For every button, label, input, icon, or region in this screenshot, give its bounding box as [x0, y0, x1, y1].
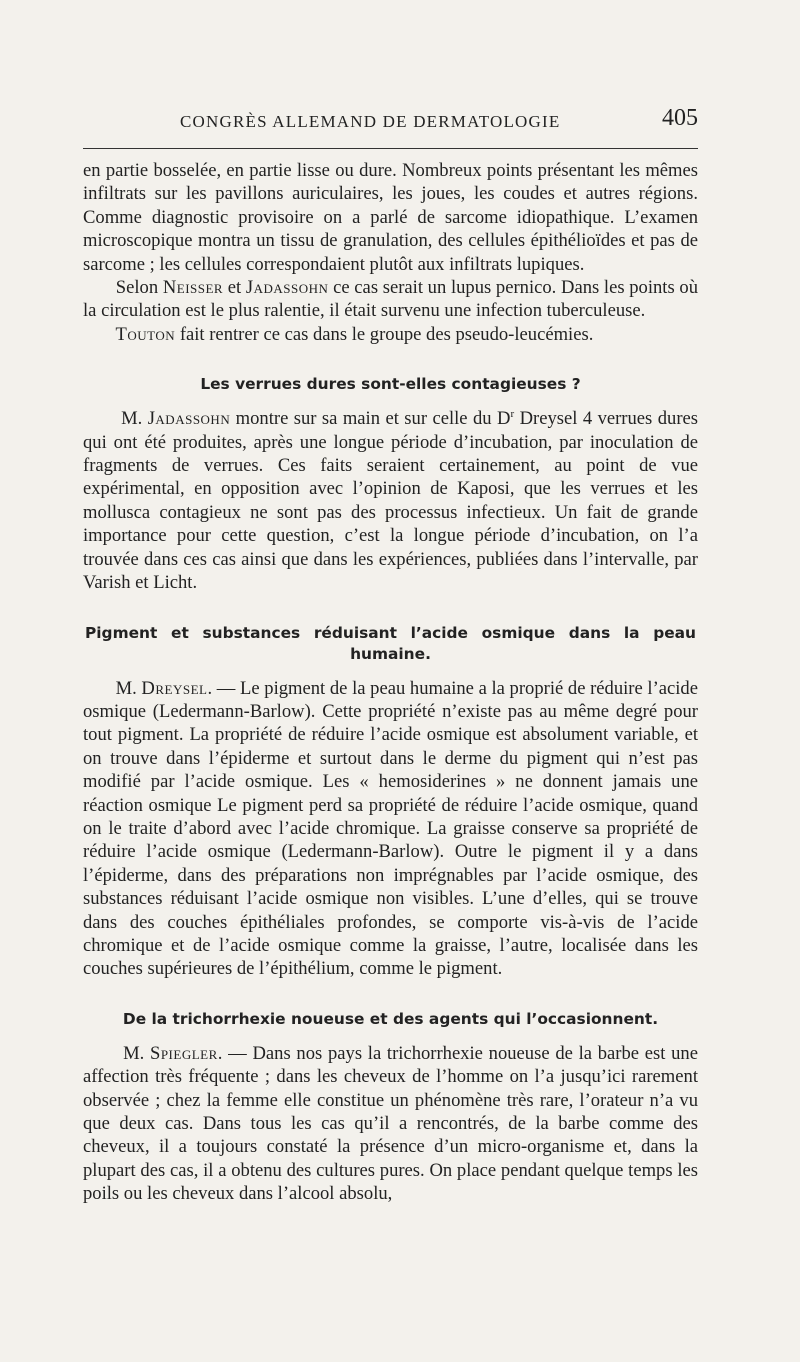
- paragraph-3: Touton fait rentrer ce cas dans le groupe des pseudo-leucémies.: [115, 323, 594, 345]
- section-title-verrues: Les verrues dures sont-elles contagieuses ?: [200, 375, 581, 394]
- paragraph-4: M. Jadassohn montre sur sa main et sur celle du $D^r$ Dreysel 4 verrues dures qui ont été produites, après une longue période d’incubation, par inoculation de fragments de verrues. Ces faits seraient certainement, au point de vue expérimental, en opposition avec l’opinion de Kaposi, que les verrues et les mollusca contagieux ne sont pas des processus infectieux. Un fait de grande importance pour cette question, c’est la longue période d’incubation, on l’a trouvée dans ces cas ainsi que dans les expériences, publiées dans l’intervalle, par Varish et Licht.: [83, 408, 698, 594]
- running-title: CONGRÈS ALLEMAND DE DERMATOLOGIE: [180, 112, 561, 131]
- paragraph-1: en partie bosselée, en partie lisse ou dure. Nombreux points présentant les mêmes infiltrats sur les pavillons auriculaires, les joues, les coudes et autres régions. Comme diagnostic provisoire on a parlé de sarcome idiopathique. L’examen microscopique montra un tissu de granulation, des cellules épithélioïdes et pas de sarcome ; les cellules correspondaient plutôt aux infiltrats lupiques.: [83, 160, 698, 275]
- running-head: [83, 100, 698, 140]
- page-number: 405: [662, 105, 698, 131]
- section-title-pigment: Pigment et substances réduisant l’acide osmique dans la peau humaine.: [85, 623, 696, 663]
- section-title-trichorrhexie: De la trichorrhexie noueuse et des agents qui l’occasionnent.: [122, 1009, 659, 1028]
- paragraph-6: M. Spiegler. — Dans nos pays la trichorrhexie noueuse de la barbe est une affection très fréquente ; dans les cheveux de l’homme on l’a jusqu’ici rarement observée ; chez la femme elle constitue un phénomène très rare, l’orateur n’a vu que deux cas. Dans tous les cas qu’il a rencontrés, de la barbe comme des cheveux, il a toujours constaté la présence d’un micro-organisme et, dans la plupart des cas, il a obtenu des cultures pures. On place pendant quelque temps les poils ou les cheveux dans l’alcool absolu,: [83, 1042, 698, 1205]
- author-touton: Touton: [115, 323, 176, 345]
- author-jadassohn-2: Jadassohn: [147, 408, 231, 430]
- author-neisser: Neisser: [162, 277, 224, 299]
- page: [83, 100, 698, 1206]
- paragraph-5: M. Dreysel. — Le pigment de la peau humaine a la proprié de réduire l’acide osmique (Ledermann-Barlow). Cette propriété n’existe pas au même degré pour tout pigment. La propriété de réduire l’acide osmique est absolument variable, et on trouve dans l’épiderme et surtout dans le derme du pigment qui n’est pas modifié par l’acide osmique. Les « hemosiderines » ne donnent jamais une réaction osmique Le pigment perd sa propriété de réduire l’acide osmique, quand on le traite d’abord avec l’acide chromique. La graisse conserve sa propriété de réduire l’acide osmique (Ledermann-Barlow). Outre le pigment il y a dans l’épiderme, dans des préparations non imprégnables par l’acide osmique, des substances réduisant l’acide osmique non visibles. L’une d’elles, qui se trouve dans des couches épithéliales profondes, se comporte vis-à-vis de l’acide chromique et de l’acide osmique comme la graisse, l’autre, localisée dans les couches supérieures de l’épithélium, comme le pigment.: [83, 677, 698, 980]
- paragraph-2: Selon Neisser et Jadassohn ce cas serait un lupus pernico. Dans les points où la circulation est le plus ralentie, il était survenu une infection tuberculeuse.: [83, 277, 698, 322]
- author-jadassohn: Jadassohn: [245, 277, 329, 299]
- author-dreysel: Dreysel: [141, 677, 208, 699]
- author-spiegler: Spiegler: [149, 1042, 218, 1064]
- header-rule: [83, 148, 698, 149]
